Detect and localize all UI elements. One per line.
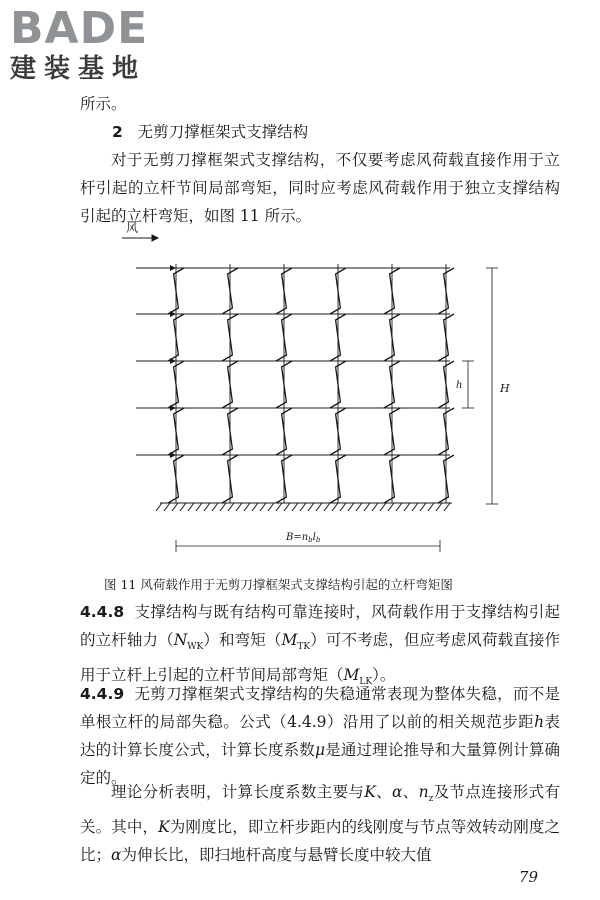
hatch-line xyxy=(276,503,282,511)
hatch-line xyxy=(284,503,290,511)
hatch-line xyxy=(348,503,354,511)
hatch-line xyxy=(292,503,298,511)
logo-wordmark: BADE xyxy=(10,3,149,54)
hatch-line xyxy=(340,503,346,511)
hatch-line xyxy=(164,503,170,511)
hatch-line xyxy=(228,503,234,511)
ground-hatch xyxy=(156,503,452,511)
clause-text: ）。 xyxy=(372,666,396,685)
intro-paragraph: 对于无剪刀撑框架式支撑结构，不仅要考虑风荷载直接作用于立杆引起的立杆节间局部弯矩，同时应考虑风荷载作用于独立支撑结构引起的立杆弯矩，如图 11 所示。 xyxy=(80,151,560,225)
figure-caption: 图 11 风荷载作用于无剪刀撑框架式支撑结构引起的立杆弯矩图 xyxy=(104,577,453,592)
page-number: 79 xyxy=(518,868,538,886)
symbol-K2: K xyxy=(158,818,170,837)
clause-number: 4.4.8 xyxy=(80,603,125,621)
clause-4-4-9 xyxy=(80,680,560,792)
hatch-line xyxy=(188,503,194,511)
para-text: 为刚度比，即立杆步距内的线刚度与节点等效转动刚度之比； xyxy=(80,818,560,865)
hatch-line xyxy=(436,503,442,511)
para-text: 、 xyxy=(402,783,419,801)
hatch-line xyxy=(204,503,210,511)
symbol-alpha2: α xyxy=(111,846,122,865)
wind-arrow xyxy=(122,235,158,241)
section-title: 无剪刀撑框架式支撑结构 xyxy=(137,123,309,141)
analysis-paragraph xyxy=(80,778,560,869)
hatch-line xyxy=(308,503,314,511)
hatch-line xyxy=(364,503,370,511)
para-text: 、 xyxy=(375,783,392,801)
clause-text: 是通过理论推导和大量算例计算确定的。 xyxy=(80,741,560,787)
clause-text: ）和弯矩（ xyxy=(203,631,282,649)
dimension-h xyxy=(462,361,474,408)
dimension-H xyxy=(486,268,498,504)
hatch-line xyxy=(268,503,274,511)
hatch-line xyxy=(372,503,378,511)
B-label: $B=n_bl_b$ xyxy=(286,532,321,544)
para-text: 为伸长比，即扫地杆高度与悬臂长度中较大值 xyxy=(121,846,432,865)
logo-subtitle: 建装基地 xyxy=(10,54,147,84)
wind-label: 风 xyxy=(126,221,139,235)
hatch-line xyxy=(212,503,218,511)
hatch-line xyxy=(404,503,410,511)
wind-arrowhead xyxy=(170,265,176,271)
symbol-N-sub: WK xyxy=(187,642,204,653)
clause-text: ）可不考虑，但应考虑风荷载直接作用于立杆上引起的立杆节间局部弯矩（ xyxy=(80,631,560,685)
hatch-line xyxy=(444,503,450,511)
clause-text: 支撑结构与既有结构可靠连接时，风荷载作用于支撑结构引起的立杆轴力（ xyxy=(80,603,560,649)
hatch-line xyxy=(316,503,322,511)
para-text: 理论分析表明，计算长度系数主要与 xyxy=(111,783,365,801)
symbol-n-sub: z xyxy=(428,794,434,805)
symbol-M: M xyxy=(281,631,298,649)
hatch-line xyxy=(388,503,394,511)
figure-11 xyxy=(100,218,520,563)
hatch-line xyxy=(244,503,250,511)
hatch-line xyxy=(420,503,426,511)
symbol-N: N xyxy=(173,631,188,649)
hatch-line xyxy=(412,503,418,511)
hatch-line xyxy=(196,503,202,511)
clause-number: 4.4.9 xyxy=(80,685,125,703)
hatch-line xyxy=(260,503,266,511)
para-text: 及节点连接形式有关。其中， xyxy=(80,783,560,837)
clause-text: 无剪刀撑框架式支撑结构的失稳通常表现为整体失稳，而不是单根立杆的局部失稳。公式（4.4.9）沿用了以前的相关规范步距 xyxy=(80,685,560,731)
hatch-line xyxy=(324,503,330,511)
continued-line: 所示。 xyxy=(80,95,127,113)
clause-text: 表达的计算长度公式，计算长度系数 xyxy=(80,713,560,759)
symbol-M-sub: TK xyxy=(297,642,311,653)
H-label: H xyxy=(500,382,510,395)
hatch-line xyxy=(380,503,386,511)
symbol-mu: μ xyxy=(314,741,326,759)
hatch-line xyxy=(300,503,306,511)
symbol-n: n xyxy=(418,783,429,801)
hatch-line xyxy=(356,503,362,511)
frame-structure xyxy=(136,264,454,503)
site-logo xyxy=(10,3,180,84)
hatch-line xyxy=(332,503,338,511)
symbol-M2-sub: LK xyxy=(359,677,373,688)
section-heading xyxy=(112,118,592,146)
section-number: 2 xyxy=(112,123,123,141)
hatch-line xyxy=(180,503,186,511)
hatch-line xyxy=(396,503,402,511)
symbol-M2: M xyxy=(343,666,360,685)
hatch-line xyxy=(220,503,226,511)
hatch-line xyxy=(156,503,162,511)
symbol-h: h xyxy=(534,713,545,731)
symbol-alpha: α xyxy=(391,783,403,801)
hatch-line xyxy=(236,503,242,511)
h-label: h xyxy=(456,380,463,391)
symbol-K: K xyxy=(364,783,376,801)
hatch-line xyxy=(428,503,434,511)
hatch-line xyxy=(252,503,258,511)
hatch-line xyxy=(172,503,178,511)
